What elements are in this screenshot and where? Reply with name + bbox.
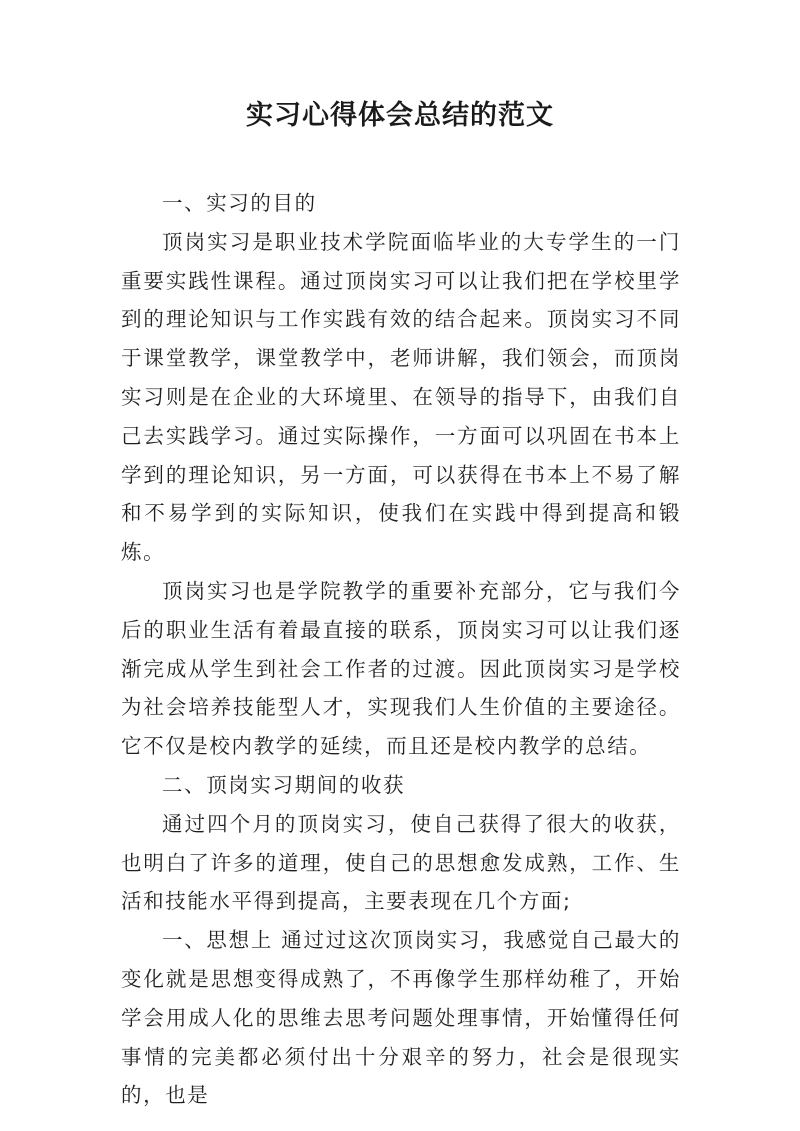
paragraph: 通过四个月的顶岗实习，使自己获得了很大的收获，也明白了许多的道理，使自己的思想愈发成熟，工作、生活和技能水平得到提高，主要表现在几个方面; (121, 811, 681, 914)
document-body (121, 184, 681, 1115)
section-heading-gains: 二、顶岗实习期间的收获 (162, 772, 406, 797)
paragraph: 顶岗实习也是学院教学的重要补充部分，它与我们今后的职业生活有着最直接的联系，顶岗实习可以让我们逐渐完成从学生到社会工作者的过渡。因此顶岗实习是学校为社会培养技能型人才，实现我们人生价值的主要途径。它不仅是校内教学的延续，而且还是校内教学的总结。 (121, 578, 681, 759)
paragraph: 一、思想上 通过过这次顶岗实习，我感觉自己最大的变化就是思想变得成熟了，不再像学生那样幼稚了，开始学会用成人化的思维去思考问题处理事情，开始懂得任何事情的完美都必须付出十分艰辛的努力，社会是很现实的，也是 (121, 928, 681, 1108)
paragraph: 顶岗实习是职业技术学院面临毕业的大专学生的一门重要实践性课程。通过顶岗实习可以让我们把在学校里学到的理论知识与工作实践有效的结合起来。顶岗实习不同于课堂教学，课堂教学中，老师讲解，我们领会，而顶岗实习则是在企业的大环境里、在领导的指导下，由我们自己去实践学习。通过实际操作，一方面可以巩固在书本上学到的理论知识，另一方面，可以获得在书本上不易了解和不易学到的实际知识，使我们在实践中得到提高和锻炼。 (121, 229, 681, 565)
section-heading-purpose: 一、实习的目的 (162, 191, 317, 215)
document-title: 实习心得体会总结的范文 (246, 100, 554, 131)
